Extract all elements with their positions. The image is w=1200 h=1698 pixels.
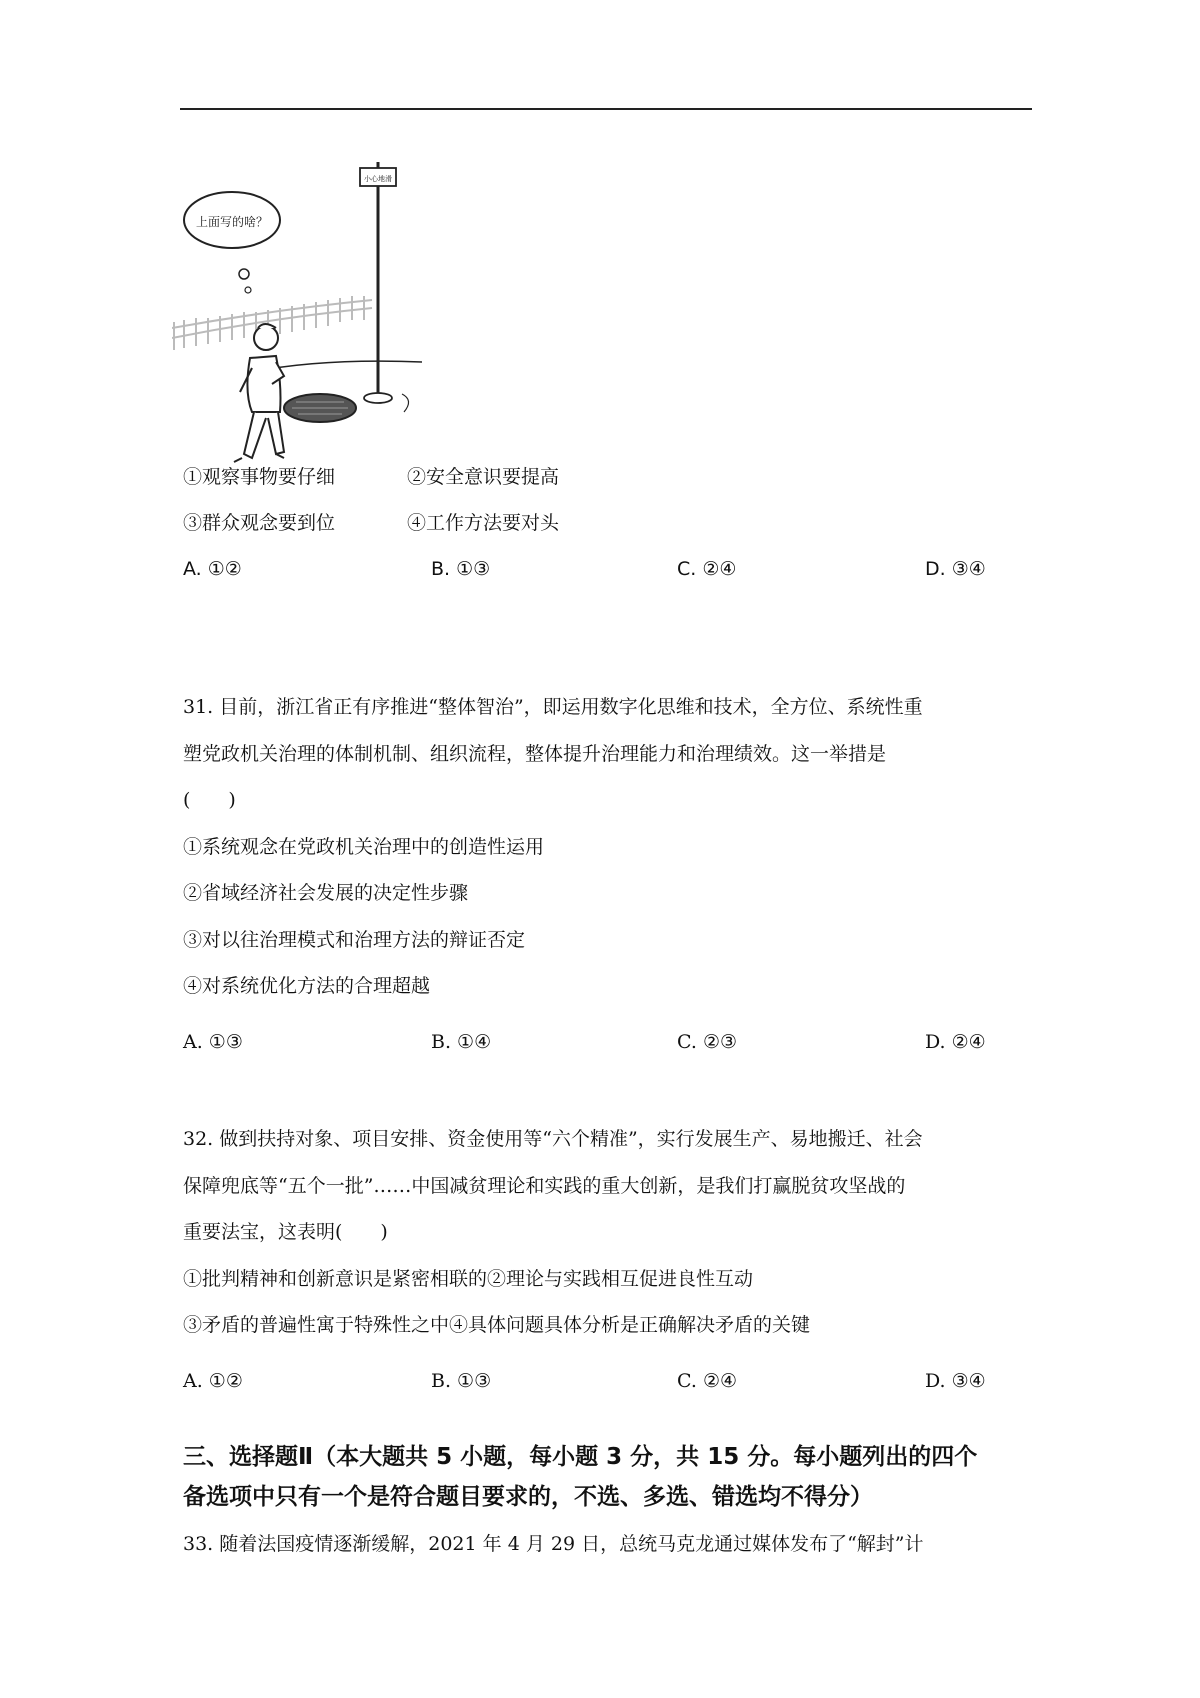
q31-stem-line-2: 塑党政机关治理的体制机制、组织流程，整体提升治理能力和治理绩效。这一举措是 (183, 743, 887, 765)
q32-stem-line-2: 保障兜底等“五个一批”……中国减贫理论和实践的重大创新，是我们打赢脱贫攻坚战的 (183, 1175, 906, 1197)
q30-option-d: D. ③④ (925, 558, 986, 580)
q31-option-d: D. ②④ (925, 1031, 986, 1053)
q32-option-c: C. ②④ (677, 1370, 738, 1392)
q31-statement-1: ①系统观念在党政机关治理中的创造性运用 (183, 836, 545, 858)
q30-option-c: C. ②④ (677, 558, 737, 580)
q30-statement-1: ①观察事物要仔细 (183, 466, 336, 488)
section-3-title-line-1: 三、选择题Ⅱ（本大题共 5 小题，每小题 3 分，共 15 分。每小题列出的四个 (183, 1444, 978, 1470)
q31-statement-3: ③对以往治理模式和治理方法的辩证否定 (183, 929, 526, 951)
sign-text: 小心地滑 (364, 175, 392, 183)
q32-statements-line-1: ①批判精神和创新意识是紧密相联的②理论与实践相互促进良性互动 (183, 1268, 754, 1290)
q31-option-c: C. ②③ (677, 1031, 738, 1053)
section-3-title-line-2: 备选项中只有一个是符合题目要求的，不选、多选、错选均不得分） (183, 1484, 873, 1510)
q31-statement-2: ②省域经济社会发展的决定性步骤 (183, 882, 469, 904)
q30-option-b: B. ①③ (431, 558, 491, 580)
q31-stem-line-3: ( ) (183, 789, 236, 811)
q30-statement-4: ④工作方法要对头 (407, 512, 560, 534)
q32-option-d: D. ③④ (925, 1370, 986, 1392)
q30-statement-3: ③群众观念要到位 (183, 512, 336, 534)
q31-option-a: A. ①③ (183, 1031, 243, 1053)
q32-stem-line-1: 32. 做到扶持对象、项目安排、资金使用等“六个精准”，实行发展生产、易地搬迁、社会 (183, 1128, 923, 1150)
q30-statement-2: ②安全意识要提高 (407, 466, 560, 488)
q30-option-a: A. ①② (183, 558, 242, 580)
q32-option-a: A. ①② (183, 1370, 243, 1392)
header-rule (180, 108, 1032, 110)
q32-stem-line-3: 重要法宝，这表明( ) (183, 1221, 388, 1243)
q31-option-b: B. ①④ (431, 1031, 492, 1053)
q32-statements-line-2: ③矛盾的普遍性寓于特殊性之中④具体问题具体分析是正确解决矛盾的关键 (183, 1314, 811, 1336)
q31-stem-line-1: 31. 目前，浙江省正有序推进“整体智治”，即运用数字化思维和技术，全方位、系统性重 (183, 696, 923, 718)
q31-statement-4: ④对系统优化方法的合理超越 (183, 975, 431, 997)
q33-stem-line-1: 33. 随着法国疫情逐渐缓解，2021 年 4 月 29 日，总统马克龙通过媒体发布了“解封”计 (183, 1533, 924, 1555)
q32-option-b: B. ①③ (431, 1370, 492, 1392)
cartoon-illustration (172, 162, 462, 490)
thought-bubble-text: 上面写的啥？ (195, 215, 269, 229)
